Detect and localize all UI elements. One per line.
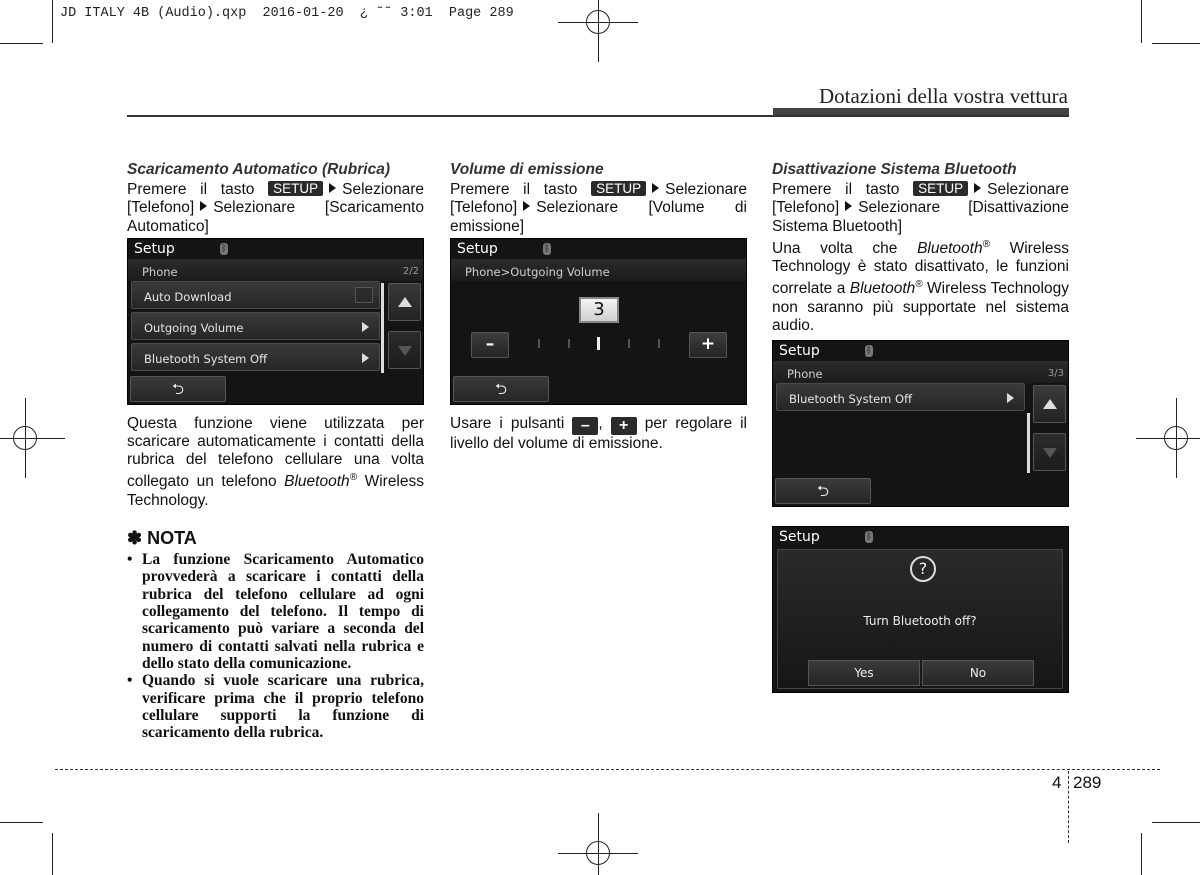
bluetooth-icon: ᛒ: [866, 532, 872, 543]
instr-text: Premere il tasto: [772, 181, 900, 199]
instr-text: Premere il tasto: [127, 181, 255, 199]
arrow-right-icon: [845, 201, 852, 211]
screen-title: Setup: [134, 240, 175, 257]
subtitle-text: Phone: [142, 264, 178, 279]
scroll-up-button[interactable]: [1033, 385, 1066, 423]
page-indicator: 2/2: [402, 265, 419, 277]
bluetooth-term: Bluetooth: [849, 280, 916, 298]
crop-mark: [1141, 0, 1142, 43]
column-bluetooth-off: [772, 161, 1069, 693]
instr-text: Selezionare: [665, 181, 747, 199]
screen-title: Setup: [457, 240, 498, 257]
screen-outgoing-volume: [450, 238, 747, 405]
no-button[interactable]: No: [922, 660, 1034, 686]
menu-label: Outgoing Volume: [144, 320, 244, 335]
bluetooth-icon: ᛒ: [221, 243, 227, 254]
back-button[interactable]: ⮌: [775, 478, 871, 504]
bluetooth-term: Bluetooth: [917, 239, 983, 257]
desc-text: Una volta che: [772, 239, 898, 257]
setup-key: SETUP: [913, 181, 968, 196]
volume-value: 3: [579, 297, 619, 323]
page-divider: [1068, 771, 1069, 843]
volume-tick: [538, 339, 540, 348]
arrow-down-icon: [398, 346, 412, 356]
arrow-right-icon: [1007, 393, 1014, 403]
description: [127, 415, 424, 510]
crop-mark: [52, 833, 53, 875]
crop-mark: [1141, 833, 1142, 875]
yes-button[interactable]: Yes: [808, 660, 920, 686]
screen-setup-phone-3: [772, 340, 1069, 507]
subtitle-text: Phone>Outgoing Volume: [465, 264, 610, 279]
heading: Disattivazione Sistema Bluetooth: [772, 161, 1017, 178]
arrow-up-icon: [1043, 399, 1057, 409]
desc-text: Wireless Technology.: [127, 473, 424, 509]
page-indicator: 3/3: [1047, 368, 1064, 380]
column-outgoing-volume: [450, 161, 747, 453]
desc-text: Questa funzione viene utilizzata per scaricare automaticamente i contatti della rubrica del telefono cellulare una volta collegato un telefono: [127, 414, 424, 491]
arrow-down-icon: [1043, 448, 1057, 458]
registration-mark: [558, 0, 638, 62]
registration-mark: [0, 398, 65, 478]
desc-text: Usare i pulsanti: [450, 414, 565, 432]
crop-mark: [52, 0, 53, 43]
instr-text: Selezionare [Disattivazione Sistema Bluetooth]: [772, 199, 1069, 235]
back-button[interactable]: ⮌: [130, 376, 226, 402]
menu-item-outgoing-volume[interactable]: [131, 312, 380, 340]
instr-text: [Telefono]: [772, 199, 840, 217]
scroll-down-button[interactable]: [1033, 433, 1066, 471]
bluetooth-icon: ᛒ: [544, 243, 550, 254]
setup-key: SETUP: [268, 181, 323, 196]
back-button[interactable]: ⮌: [453, 376, 549, 402]
instr-text: Selezionare: [342, 181, 424, 199]
volume-tick: [658, 339, 660, 348]
heading: Scaricamento Automatico (Rubrica): [127, 161, 390, 178]
arrow-right-icon: [200, 201, 207, 211]
screen-subtitle: [128, 259, 423, 281]
page-number: 289: [1073, 773, 1102, 792]
nota-item: • La funzione Scaricamento Automatico provvederà a scaricare i contatti della rubrica del telefono cellulare ad ogni collegamento del telefono. Il tempo di scaricamento può variare a seconda del numero di contatti salvati nella rubrica e dello stato della comunicazione.: [127, 551, 424, 672]
bluetooth-icon: ᛒ: [866, 346, 872, 357]
volume-tick-active: [597, 337, 600, 350]
arrow-right-icon: [974, 183, 981, 193]
arrow-right-icon: [523, 201, 530, 211]
registered-mark: ®: [349, 472, 358, 484]
crop-mark: [0, 822, 43, 823]
desc-text: ,: [598, 414, 603, 432]
setup-key: SETUP: [591, 181, 646, 196]
menu-label: Bluetooth System Off: [144, 351, 267, 366]
registered-mark: ®: [982, 238, 990, 250]
screen-subtitle: [773, 361, 1068, 383]
instr-text: Selezionare [Scaricamento Automatico]: [127, 199, 424, 235]
plus-button-icon: +: [611, 417, 637, 435]
menu-item-auto-download[interactable]: [131, 281, 380, 309]
scroll-down-button[interactable]: [388, 331, 421, 369]
scrollbar[interactable]: [1027, 413, 1030, 473]
chapter-number: 4: [1052, 773, 1062, 792]
volume-minus-button[interactable]: –: [471, 332, 509, 358]
nota-title: ✽ NOTA: [127, 527, 197, 548]
volume-plus-button[interactable]: +: [689, 332, 727, 358]
instr-text: [Telefono]: [127, 199, 195, 217]
crop-mark: [0, 43, 43, 44]
scrollbar[interactable]: [381, 283, 384, 373]
heading: Volume di emissione: [450, 161, 604, 178]
screen-bluetooth-off-dialog: [772, 526, 1069, 693]
section-title: Dotazioni della vostra vettura: [819, 84, 1068, 108]
instructions: [450, 181, 747, 236]
minus-button-icon: –: [572, 417, 598, 435]
print-slug: JD ITALY 4B (Audio).qxp 2016-01-20 ¿ ˜˜ 3:01 Page 289: [60, 6, 514, 21]
menu-label: Bluetooth System Off: [789, 392, 912, 407]
screen-setup-phone: [127, 238, 424, 405]
arrow-right-icon: [652, 183, 659, 193]
screen-subtitle: [451, 259, 746, 281]
crop-mark: [1152, 43, 1200, 44]
footer-rule: [55, 769, 1160, 770]
checkbox[interactable]: [355, 287, 373, 303]
question-icon: ?: [910, 556, 936, 582]
desc-text: Wireless Technology non saranno più supportate nel sistema audio.: [772, 280, 1069, 334]
dialog-message: Turn Bluetooth off?: [863, 614, 977, 629]
arrow-right-icon: [362, 322, 369, 332]
registration-mark: [1136, 398, 1200, 478]
arrow-up-icon: [398, 297, 412, 307]
volume-tick: [628, 339, 630, 348]
nota-item: • Quando si vuole scaricare una rubrica, verificare prima che il proprio telefono cellulare supporti la funzione di scaricamento della rubrica.: [127, 672, 424, 741]
registered-mark: ®: [915, 279, 923, 291]
desc-text: per regolare il livello del volume di emissione.: [450, 414, 747, 452]
instructions: [127, 181, 424, 236]
confirm-dialog: [777, 549, 1063, 689]
column-auto-download: [127, 161, 424, 741]
arrow-right-icon: [329, 183, 336, 193]
menu-label: Auto Download: [144, 289, 232, 304]
screen-title: Setup: [779, 529, 820, 546]
arrow-right-icon: [362, 353, 369, 363]
instr-text: Premere il tasto: [450, 181, 578, 199]
instructions: [772, 181, 1069, 236]
volume-tick: [568, 339, 570, 348]
instr-text: Selezionare: [987, 181, 1069, 199]
desc-text: Wireless Technology è stato disattivato, le funzioni correlate a: [772, 239, 1070, 298]
description: [450, 415, 747, 453]
registration-mark: [558, 813, 638, 875]
screen-title: Setup: [779, 343, 820, 360]
subtitle-text: Phone: [787, 367, 823, 382]
description: [772, 236, 1069, 335]
instr-text: [Telefono]: [450, 199, 518, 217]
menu-item-bluetooth-off[interactable]: [131, 343, 380, 371]
instr-text: Selezionare [Volume di emissione]: [450, 199, 747, 235]
menu-item-bluetooth-off[interactable]: [776, 383, 1025, 411]
bluetooth-term: Bluetooth: [284, 473, 350, 491]
scroll-up-button[interactable]: [388, 283, 421, 321]
header-rule: [127, 115, 1069, 117]
crop-mark: [1152, 822, 1200, 823]
nota-list: [127, 551, 424, 741]
